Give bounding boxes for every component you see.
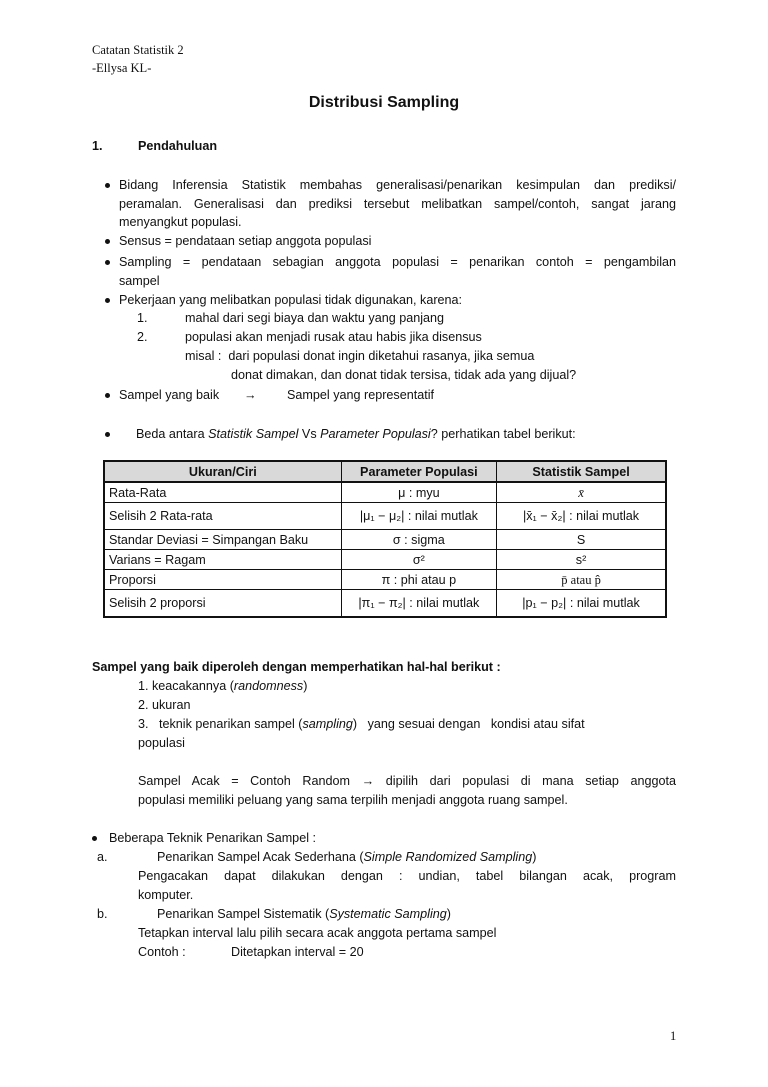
section-number: 1.	[92, 139, 103, 153]
text-line: peramalan. Generalisasi dan prediksi tersebut melibatkan sampel/contoh, sangat jarang	[119, 197, 676, 211]
table-cell: Proporsi	[104, 570, 341, 590]
bullet-icon	[105, 393, 110, 398]
table-cell: μ : myu	[341, 482, 497, 503]
text-line: populasi	[138, 736, 185, 750]
list-number: 1.	[137, 311, 148, 325]
text-line: Pekerjaan yang melibatkan populasi tidak digunakan, karena:	[119, 293, 463, 307]
page-title: Distribusi Sampling	[308, 94, 460, 111]
text-line: Sampel Acak = Contoh Random → dipilih dari populasi di mana setiap anggota	[138, 774, 676, 788]
table-row	[104, 482, 666, 503]
text-line: Beberapa Teknik Penarikan Sampel :	[109, 831, 316, 845]
table-cell: σ : sigma	[341, 530, 497, 550]
text-line: sampel	[119, 274, 160, 288]
text-line: komputer.	[138, 888, 194, 902]
text-line: Sampel yang representatif	[287, 388, 435, 402]
bullet-icon	[92, 836, 97, 841]
section-title: Pendahuluan	[138, 139, 218, 153]
table-cell: σ²	[341, 550, 497, 570]
text-line: Ditetapkan interval = 20	[231, 945, 364, 959]
table-cell: |x̄₁ − x̄₂| : nilai mutlak	[497, 503, 666, 530]
table-cell: |μ₁ − μ₂| : nilai mutlak	[341, 503, 497, 530]
table-cell: Selisih 2 proporsi	[104, 590, 341, 618]
list-label: a.	[97, 850, 108, 864]
text-line: Tetapkan interval lalu pilih secara acak anggota pertama sampel	[138, 926, 497, 940]
text-line: Sampel yang baik	[119, 388, 220, 402]
text-line: Bidang Inferensia Statistik membahas generalisasi/penarikan kesimpulan dan prediksi/	[119, 178, 676, 192]
bullet-icon	[105, 298, 110, 303]
table-row	[104, 570, 666, 590]
table-cell: p̄ atau p̂	[497, 570, 666, 590]
list-item: 1. keacakannya (randomness)	[138, 679, 308, 693]
table-cell: |π₁ − π₂| : nilai mutlak	[341, 590, 497, 618]
list-item: Penarikan Sampel Acak Sederhana (Simple Randomized Sampling)	[157, 850, 537, 864]
bullet-icon	[105, 260, 110, 265]
table-cell: s²	[497, 550, 666, 570]
text-line: menyangkut populasi.	[119, 215, 242, 229]
header-line-1: Catatan Statistik 2	[92, 43, 184, 57]
list-item: Penarikan Sampel Sistematik (Systematic Sampling)	[157, 907, 451, 921]
table-row	[104, 530, 666, 550]
table-row	[104, 590, 666, 618]
header-line-2: -Ellysa KL-	[92, 61, 152, 75]
list-item: 2. ukuran	[138, 698, 191, 712]
list-item: 3. teknik penarikan sampel (sampling) yang sesuai dengan kondisi atau sifat	[138, 717, 585, 731]
table-cell: |p₁ − p₂| : nilai mutlak	[497, 590, 666, 618]
bullet-icon	[105, 183, 110, 188]
page-number: 1	[670, 1029, 677, 1043]
list-number: 2.	[137, 330, 148, 344]
text-line: misal : dari populasi donat ingin diketahui rasanya, jika semua	[185, 349, 535, 363]
table-cell: Rata-Rata	[104, 482, 341, 503]
text-line: Contoh :	[138, 945, 186, 959]
column-header: Statistik Sampel	[497, 461, 666, 482]
text-line: donat dimakan, dan donat tidak tersisa, tidak ada yang dijual?	[231, 368, 577, 382]
text-line: Sensus = pendataan setiap anggota populasi	[119, 234, 372, 248]
text-line: Pengacakan dapat dilakukan dengan : undian, tabel bilangan acak, program	[138, 869, 676, 883]
bullet-icon	[105, 432, 110, 437]
table-header-row	[104, 461, 666, 482]
list-label: b.	[97, 907, 108, 921]
text-line: populasi memiliki peluang yang sama terpilih menjadi anggota ruang sampel.	[138, 793, 568, 807]
list-item: mahal dari segi biaya dan waktu yang panjang	[185, 311, 445, 325]
table-cell: S	[497, 530, 666, 550]
arrow-icon: →	[244, 388, 257, 402]
table-cell: x̄	[497, 482, 666, 503]
table-cell: Varians = Ragam	[104, 550, 341, 570]
table-row	[104, 503, 666, 530]
comparison-table	[103, 460, 667, 618]
column-header: Ukuran/Ciri	[104, 461, 341, 482]
table-cell: Selisih 2 Rata-rata	[104, 503, 341, 530]
table-cell: Standar Deviasi = Simpangan Baku	[104, 530, 341, 550]
table-row	[104, 550, 666, 570]
subheading: Sampel yang baik diperoleh dengan memperhatikan hal-hal berikut :	[92, 660, 501, 674]
bullet-icon	[105, 239, 110, 244]
list-item: populasi akan menjadi rusak atau habis jika disensus	[185, 330, 482, 344]
column-header: Parameter Populasi	[341, 461, 497, 482]
text-line: Sampling = pendataan sebagian anggota populasi = penarikan contoh = pengambilan	[119, 255, 676, 269]
table-cell: π : phi atau p	[341, 570, 497, 590]
text-line: Beda antara Statistik Sampel Vs Parameter Populasi? perhatikan tabel berikut:	[136, 427, 576, 441]
